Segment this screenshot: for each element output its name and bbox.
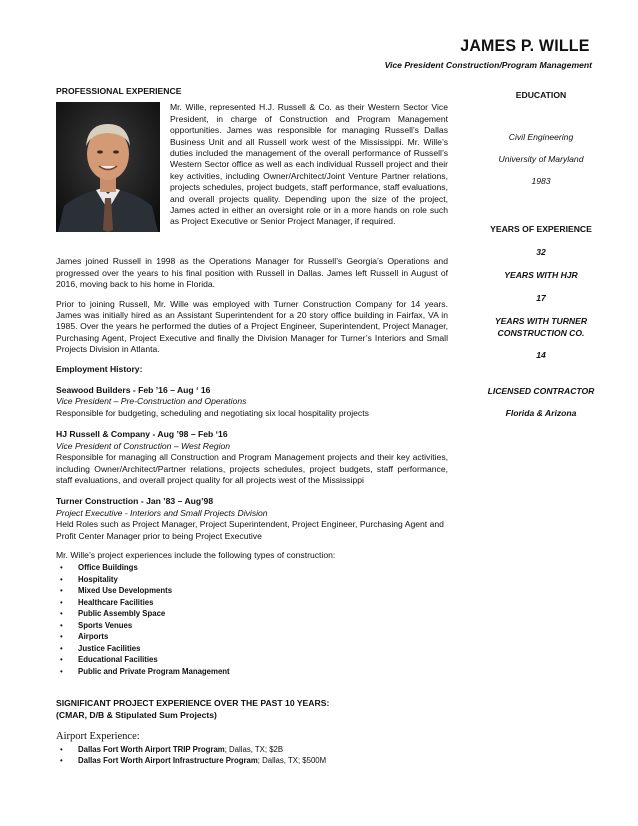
airport-projects-list bbox=[56, 744, 448, 767]
list-item: • Public Assembly Space bbox=[56, 608, 448, 620]
significant-subheading: (CMAR, D/B & Stipulated Sum Projects) bbox=[56, 710, 217, 721]
headshot-illustration bbox=[56, 102, 160, 232]
job-role: Project Executive - Interiors and Small Projects Division bbox=[56, 507, 268, 518]
sidebar-column bbox=[470, 90, 612, 418]
list-item bbox=[56, 744, 448, 756]
licensed-states: Florida & Arizona bbox=[505, 408, 577, 418]
job-header: HJ Russell & Company - Aug ’98 – Feb ‘16 bbox=[56, 429, 228, 440]
construction-types-list bbox=[56, 562, 448, 677]
russell-paragraph: James joined Russell in 1998 as the Operations Manager for Russell’s Georgia’s Operations and progressed over the years to his final position with Russell in Dallas. James left Russell in August of 2016, moving back to his home in Florida. bbox=[56, 256, 448, 290]
school: University of Maryland bbox=[498, 154, 584, 164]
list-item bbox=[56, 755, 448, 767]
airport-experience-label: Airport Experience: bbox=[56, 731, 140, 743]
significant-heading: SIGNIFICANT PROJECT EXPERIENCE OVER THE PAST 10 YEARS: bbox=[56, 698, 330, 709]
main-column bbox=[56, 86, 448, 767]
person-name: JAMES P. WILLE bbox=[460, 36, 590, 55]
job-description: Held Roles such as Project Manager, Project Superintendent, Project Engineer, Purchasing Agent and Profit Center Manager prior to being Project Executive bbox=[56, 519, 444, 541]
licensed-contractor-heading: LICENSED CONTRACTOR bbox=[487, 386, 595, 396]
job-description: Responsible for budgeting, scheduling and negotiating six local hospitality projects bbox=[56, 407, 369, 418]
education-heading: EDUCATION bbox=[515, 90, 567, 100]
job-description: Responsible for managing all Construction and Program Management projects and their key activities, including Owner/Architect/Partner relations, projects schedules, project budgets, staff performance, staff evaluations, and overall project quality for all projects west of the Mississippi bbox=[56, 452, 448, 485]
significant-experience-heading bbox=[56, 697, 448, 721]
years-hjr-value: 17 bbox=[536, 293, 546, 303]
years-hjr-heading: YEARS WITH HJR bbox=[504, 270, 578, 280]
turner-paragraph: Prior to joining Russell, Mr. Wille was employed with Turner Construction Company for 14 years. James was initially hired as an Assistant Superintendent for a 20 story office building in Fairfax, VA in 1985. Over the years he performed the duties of a Project Engineer, Superintendent, Project Manager, Purchasing Agent, Project Executive and finally the Division Manager for Turner’s Interiors and Small Projects Division in Atlanta. bbox=[56, 298, 448, 355]
list-item: • Public and Private Program Management bbox=[56, 666, 448, 678]
list-item: • Healthcare Facilities bbox=[56, 597, 448, 609]
years-turner-value: 14 bbox=[536, 350, 546, 360]
list-item: • Airports bbox=[56, 631, 448, 643]
project-detail: ; Dallas, TX; $2B bbox=[224, 744, 284, 754]
job-role: Vice President – Pre-Construction and Operations bbox=[56, 396, 247, 407]
headshot-photo bbox=[56, 102, 160, 232]
project-detail: ; Dallas, TX; $500M bbox=[257, 756, 327, 766]
employment-history-heading: Employment History: bbox=[56, 363, 143, 374]
intro-paragraph: Mr. Wille, represented H.J. Russell & Co. as their Western Sector Vice President, in charge of Construction and Program Management opportunities. James was responsible for managing Russell’s Dallas Business Unit and all Russell work west of the Mississippi. Mr. Wille’s duties included the management of the overall performance of Russell’s Western Sector office as well as each individual Russell project and their key activities, including Owner/Architect/Joint Venture Partner relations, projects schedules, project budgets, staff performance, staff evaluations, and overall projects quality. Depending upon the size of the project, James acted in either an oversight role or in a more hands on role such as Project Executive or Senior Project Manager, if required. bbox=[170, 102, 448, 227]
graduation-year: 1983 bbox=[531, 176, 551, 186]
professional-experience-heading: PROFESSIONAL EXPERIENCE bbox=[56, 86, 182, 96]
list-item: • Office Buildings bbox=[56, 562, 448, 574]
job-header: Seawood Builders - Feb ’16 – Aug ‘ 16 bbox=[56, 385, 211, 396]
list-item: • Sports Venues bbox=[56, 620, 448, 632]
job-entry bbox=[56, 385, 448, 419]
list-item: • Mixed Use Developments bbox=[56, 585, 448, 597]
job-role: Vice President of Construction – West Region bbox=[56, 440, 231, 451]
list-item: • Hospitality bbox=[56, 574, 448, 586]
list-item: • Justice Facilities bbox=[56, 643, 448, 655]
years-experience-value: 32 bbox=[536, 247, 546, 257]
project-name: Dallas Fort Worth Airport Infrastructure Program bbox=[78, 756, 258, 766]
job-entry bbox=[56, 429, 448, 486]
job-header: Turner Construction - Jan ’83 – Aug’98 bbox=[56, 496, 214, 507]
project-name: Dallas Fort Worth Airport TRIP Program bbox=[78, 744, 225, 754]
person-title: Vice President Construction/Program Management bbox=[384, 60, 592, 70]
intro-block bbox=[56, 102, 448, 248]
years-turner-heading: YEARS WITH TURNER CONSTRUCTION CO. bbox=[494, 316, 588, 338]
list-item: • Educational Facilities bbox=[56, 654, 448, 666]
construction-types-intro: Mr. Wille’s project experiences include the following types of construction: bbox=[56, 549, 336, 560]
job-entry bbox=[56, 496, 448, 542]
years-experience-heading: YEARS OF EXPERIENCE bbox=[490, 224, 592, 234]
degree: Civil Engineering bbox=[508, 132, 574, 142]
